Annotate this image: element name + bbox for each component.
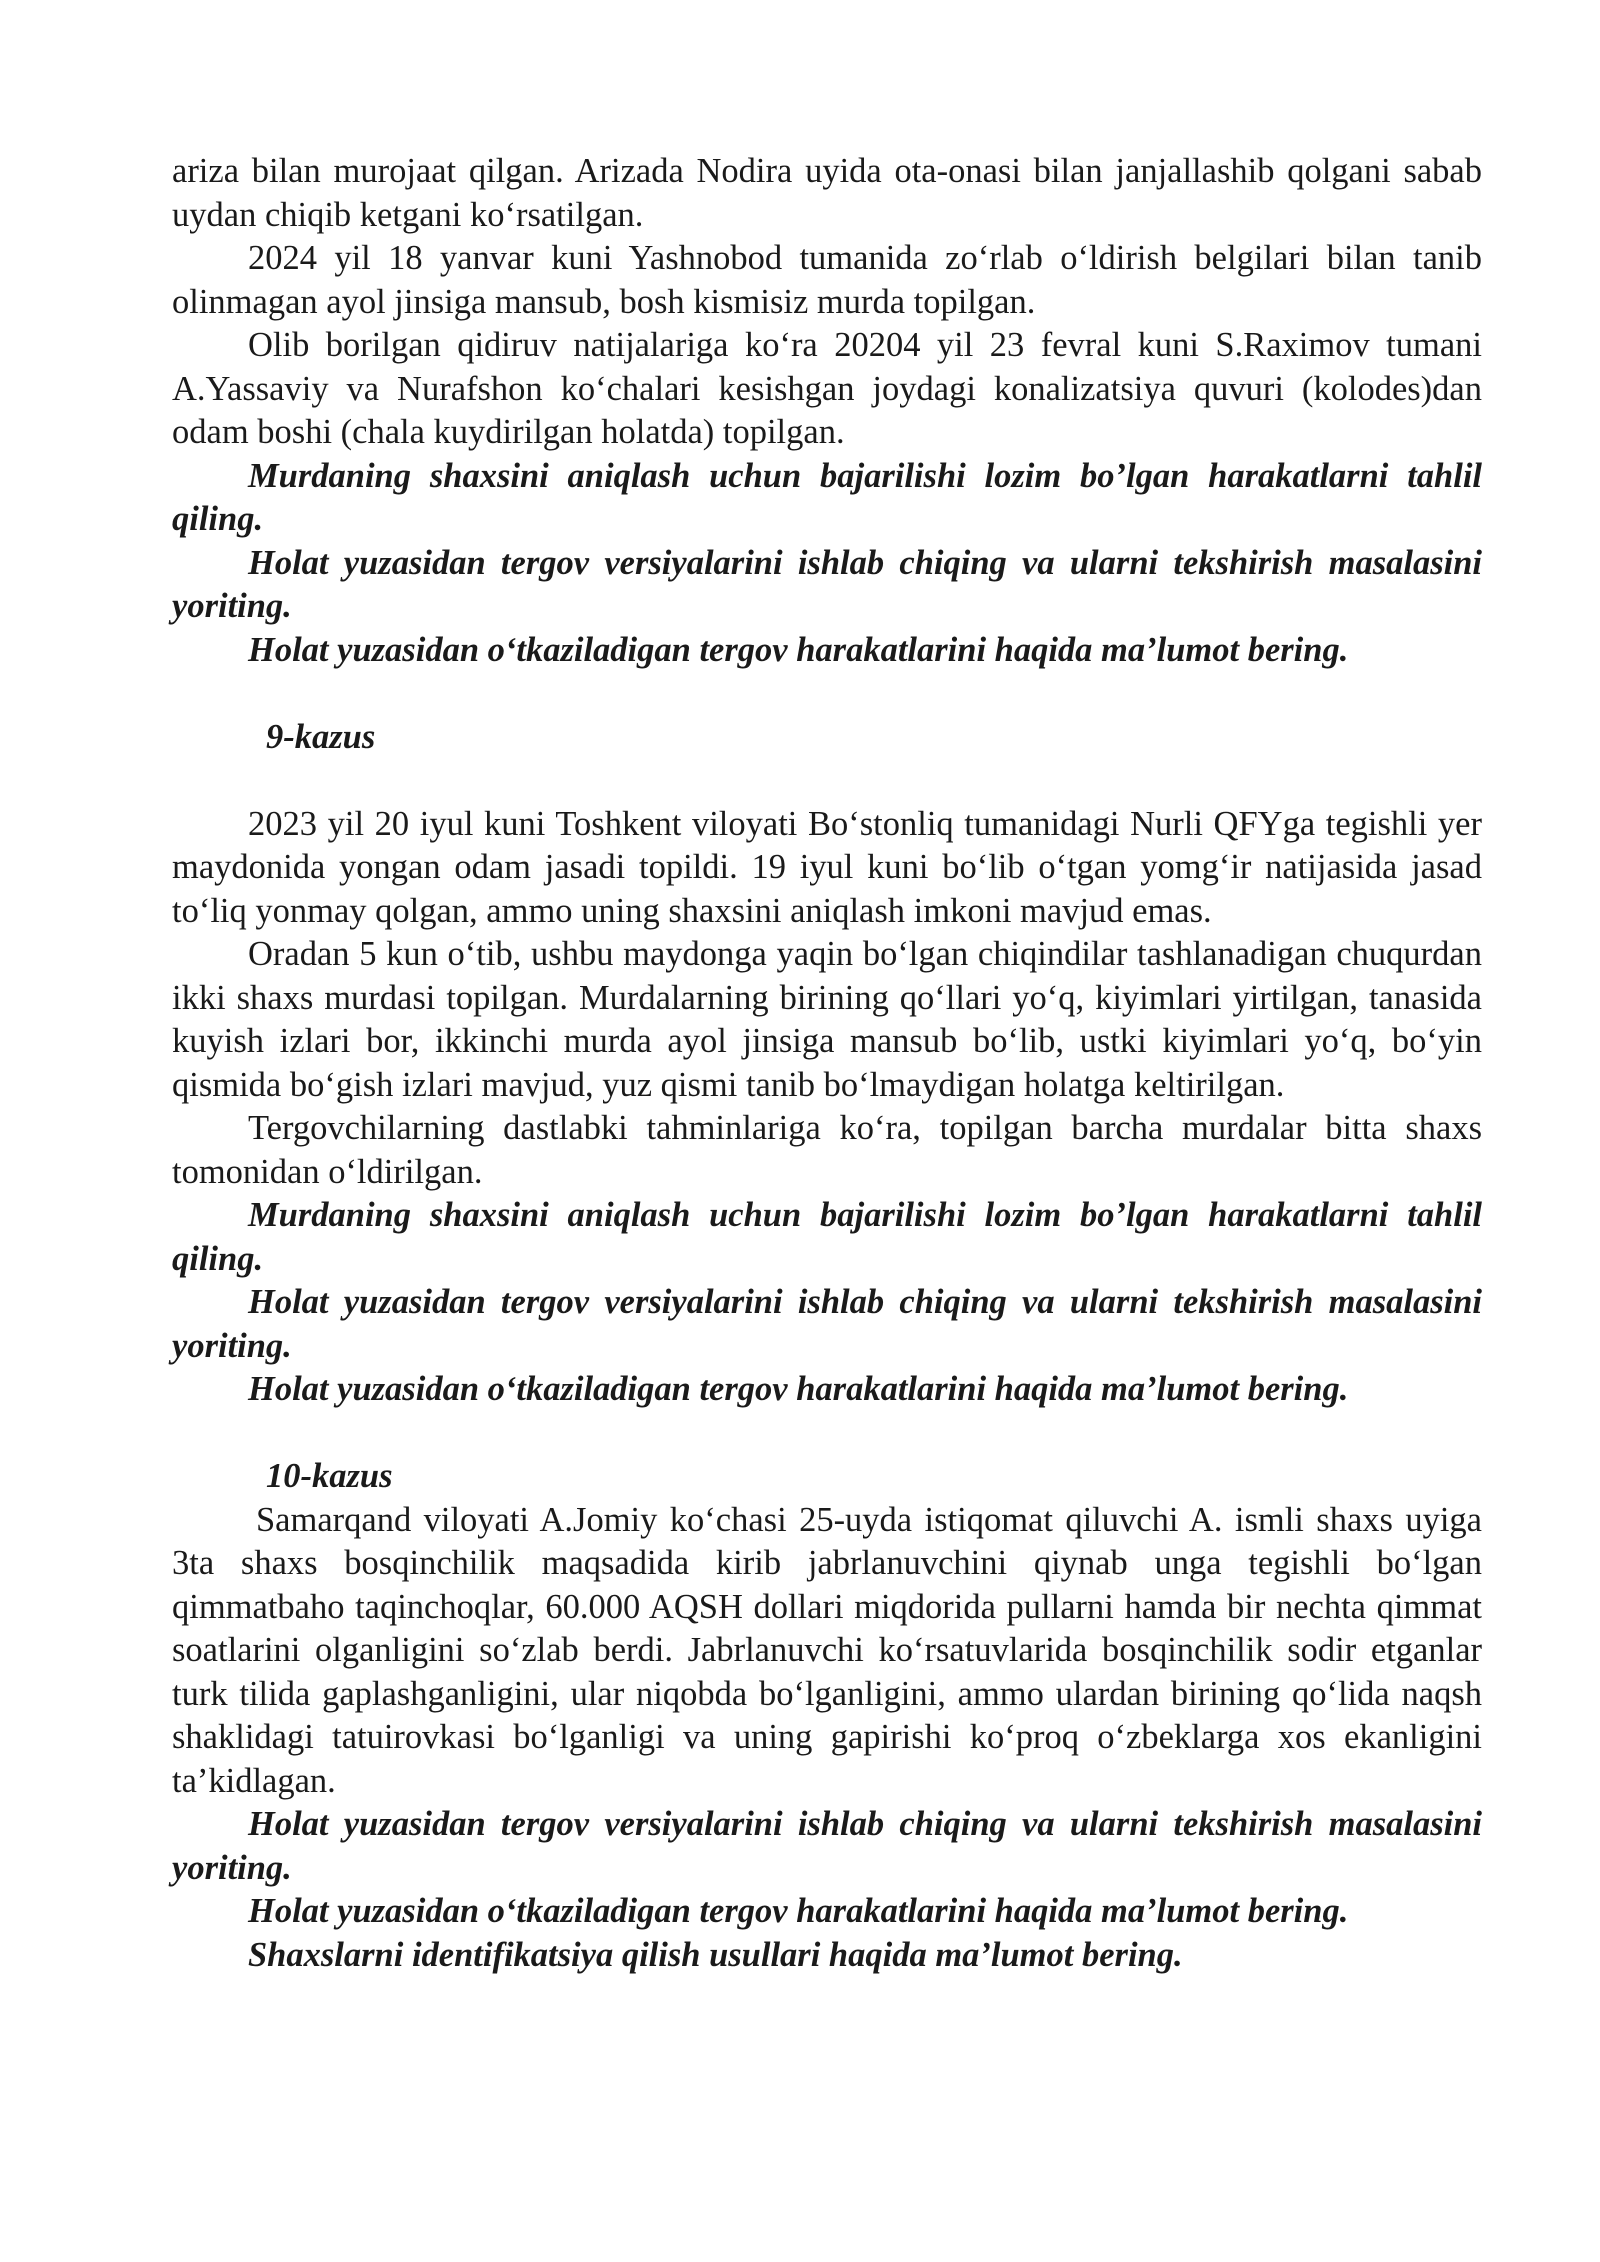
document-page: [172, 150, 1482, 1977]
spacer: [172, 672, 1482, 716]
spacer: [172, 759, 1482, 803]
case8-paragraph-2: 2024 yil 18 yanvar kuni Yashnobod tumanida zo‘rlab o‘ldirish belgilari bilan tanib olinmagan ayol jinsiga mansub, bosh kismisiz murda topilgan.: [172, 239, 1482, 321]
case9-paragraph-3: Tergovchilarning dastlabki tahminlariga ko‘ra, topilgan barcha murdalar bitta shaxs tomonidan o‘ldirilgan.: [172, 1109, 1482, 1191]
case10-question-2: Holat yuzasidan o‘tkaziladigan tergov harakatlarini haqida ma’lumot bering.: [248, 1892, 1349, 1930]
case8-paragraph-3: Olib borilgan qidiruv natijalariga ko‘ra 20204 yil 23 fevral kuni S.Raximov tumani A.Yassaviy va Nurafshon ko‘chalari kesishgan joydagi konalizatsiya quvuri (kolodes)dan odam boshi (chala kuydirilgan holatda) topilgan.: [172, 326, 1482, 451]
case10-heading: 10-kazus: [266, 1457, 393, 1495]
case9-heading: 9-kazus: [266, 717, 376, 756]
case9-question-3: Holat yuzasidan o‘tkaziladigan tergov harakatlarini haqida ma’lumot bering.: [248, 1370, 1349, 1408]
case9-paragraph-1: 2023 yil 20 iyul kuni Toshkent viloyati Bo‘stonliq tumanidagi Nurli QFYga tegishli yer maydonida yongan odam jasadi topildi. 19 iyul kuni bo‘lib o‘tgan yomg‘ir natijasida jasad to‘liq yonmay qolgan, ammo uning shaxsini aniqlash imkoni mavjud emas.: [172, 804, 1482, 930]
case8-question-1: Murdaning shaxsini aniqlash uchun bajarilishi lozim bo’lgan harakatlarni tahlil qiling.: [172, 456, 1482, 538]
case10-paragraph-1: Samarqand viloyati A.Jomiy ko‘chasi 25-uyda istiqomat qiluvchi A. ismli shaxs uyiga 3ta shaxs bosqinchilik maqsadida kirib jabrlanuvchini qiynab unga tegishli bo‘lgan qimmatbaho taqinchoqlar, 60.000 AQSH dollari miqdorida pullarni hamda bir nechta qimmat soatlarini olganligini so‘zlab berdi. Jabrlanuvchi ko‘rsatuvlarida bosqinchilik sodir etganlar turk tilida gaplashganligini, ular niqobda bo‘lganligini, ammo ulardan birining qo‘lida naqsh shaklidagi tatuirovkasi bo‘lganligi va uning gapirishi ko‘proq o‘zbeklarga xos ekanligini ta’kidlagan.: [172, 1500, 1482, 1800]
spacer: [172, 1412, 1482, 1456]
case10-question-1: Holat yuzasidan tergov versiyalarini ishlab chiqing va ularni tekshirish masalasini yoriting.: [172, 1805, 1482, 1887]
case8-paragraph-1: ariza bilan murojaat qilgan. Arizada Nodira uyida ota-onasi bilan janjallashib qolgani sabab uydan chiqib ketgani ko‘rsatilgan.: [172, 152, 1482, 234]
case8-question-2: Holat yuzasidan tergov versiyalarini ishlab chiqing va ularni tekshirish masalasini yoriting.: [172, 543, 1482, 625]
case10-question-3: Shaxslarni identifikatsiya qilish usullari haqida ma’lumot bering.: [248, 1935, 1183, 1974]
case9-question-1: Murdaning shaxsini aniqlash uchun bajarilishi lozim bo’lgan harakatlarni tahlil qiling.: [172, 1196, 1482, 1278]
case9-question-2: Holat yuzasidan tergov versiyalarini ishlab chiqing va ularni tekshirish masalasini yoriting.: [172, 1283, 1482, 1365]
case9-paragraph-2: Oradan 5 kun o‘tib, ushbu maydonga yaqin bo‘lgan chiqindilar tashlanadigan chuqurdan ikki shaxs murdasi topilgan. Murdalarning birining qo‘llari yo‘q, kiyimlari yirtilgan, tanasida kuyish izlari bor, ikkinchi murda ayol jinsiga mansub bo‘lib, ustki kiyimlari yo‘q, bo‘yin qismida bo‘gish izlari mavjud, yuz qismi tanib bo‘lmaydigan holatga keltirilgan.: [172, 935, 1482, 1104]
case8-question-3: Holat yuzasidan o‘tkaziladigan tergov harakatlarini haqida ma’lumot bering.: [248, 630, 1349, 669]
